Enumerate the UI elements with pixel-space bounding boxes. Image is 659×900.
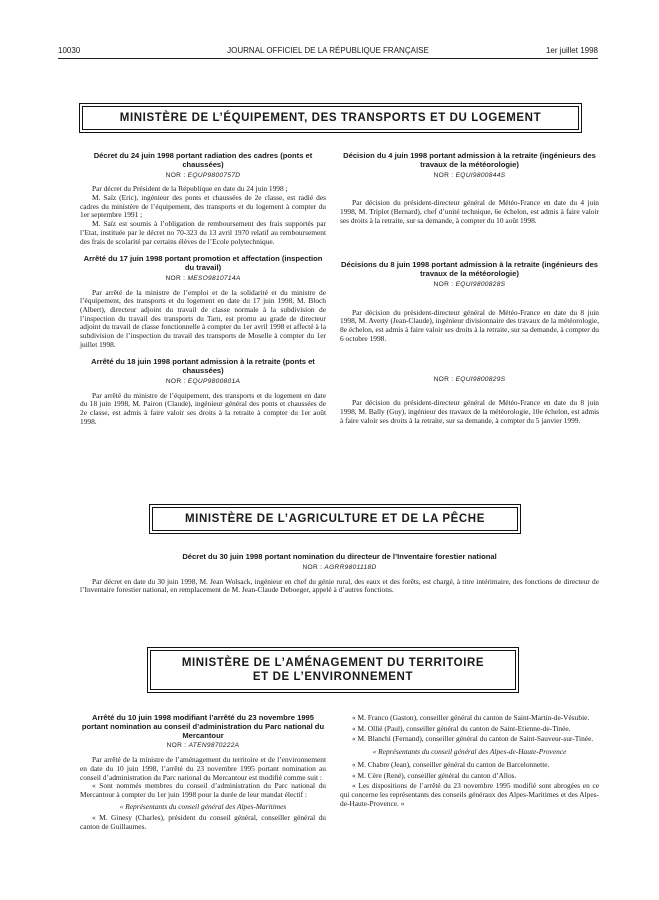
article-paragraph: « Sont nommés membres du conseil d’administration du Parc national du Mercantour à compter du 1er juin 1998 pour la durée de leur mandat électif : (80, 781, 326, 799)
article-paragraph: Par arrêté du ministre de l’équipement, des transports et du logement en date du 18 juin 1998, M. Pairon (Claude), ingénieur général des ponts et chaussées de 2e classe, est admis à faire valoir ses droits à la retraite à compter du 1er août 1998. (80, 390, 326, 426)
article-title: Arrêté du 18 juin 1998 portant admission à la retraite (ponts et chaussées) (91, 357, 315, 376)
article-paragraph: Par décret du Président de la République en date du 24 juin 1998 ; (92, 184, 288, 194)
ministry-title-equipement: MINISTÈRE DE L’ÉQUIPEMENT, DES TRANSPORTS ET DU LOGEMENT (82, 106, 579, 130)
article-paragraph: « Les dispositions de l’arrêté du 23 novembre 1995 modifié sont abrogées en ce qui concerne les représentants des conseils généraux des Alpes-Maritimes et des Alpes-de-Haute-Provence. » (340, 781, 599, 808)
issue-date: 1er juillet 1998 (545, 46, 598, 55)
amenagement-right-column (340, 714, 599, 808)
article-paragraph: Par décret en date du 30 juin 1998, M. Jean Wolsack, ingénieur en chef du génie rural, des eaux et des forêts, est chargé, à titre intérimaire, des fonctions de directeur de l’Inventaire forestier national, en remplacement de M. Jean-Claude Deboeger, appelé à d’autres fonctions. (80, 576, 599, 595)
article-title: Décret du 30 juin 1998 portant nomination du directeur de l’Inventaire forestier national (182, 552, 497, 561)
journal-title: JOURNAL OFFICIEL DE LA RÉPUBLIQUE FRANÇAISE (227, 46, 429, 55)
article-title: Décisions du 8 juin 1998 portant admission à la retraite (ingénieurs des travaux de la météorologie) (341, 260, 598, 279)
nor-reference: NOR : ATEN9870222A (166, 742, 240, 750)
agriculture-article (80, 553, 599, 595)
article-subheading: « Représentants du conseil général des Alpes-de-Haute-Provence (372, 747, 567, 757)
nor-reference: NOR : EQUI9800844S (433, 171, 506, 179)
article-paragraph: M. Saïz (Eric), ingénieur des ponts et chaussées de 2e classe, est radié des cadres du ministère de l’équipement, des transports et du logement à compter du 1er septembre 1991 ; (80, 193, 326, 220)
article-paragraph: Par arrêté de la ministre de l’aménagement du territoire et de l’environnement en date du 10 juin 1998, l’arrêté du 23 novembre 1995 portant nomination au conseil d’administration du Parc national du Mercantour est modifié comme suit : (80, 755, 326, 782)
article-title: Décret du 24 juin 1998 portant radiation des cadres (ponts et chaussées) (93, 151, 313, 169)
nor-reference: NOR : MESO9810714A (165, 274, 241, 282)
equipement-right-column (340, 152, 599, 425)
article-paragraph: Par décision du président-directeur général de Météo-France en date du 8 juin 1998, M. Averty (Jean-Claude), ingénieur divisionnaire des travaux de la météorologie, 8e échelon, est admis à faire valoir ses droits à la retraite, sur sa demande, à compter du 6 octobre 1998. (340, 307, 599, 343)
article-paragraph: M. Saïz est soumis à l’obligation de remboursement des frais supportés par l’Etat, instituée par le décret no 70-323 du 13 avril 1970 relatif au remboursement des frais de scolarité par certains élèves de l’Ecole polytechnique. (80, 219, 326, 246)
equipement-left-column (80, 152, 326, 427)
article-paragraph: « M. Blanchi (Fernand), conseiller général du canton de Saint-Sauveur-sur-Tinée. (352, 734, 594, 744)
nor-reference: NOR : EQUP9800757D (165, 171, 241, 179)
header-rule (58, 58, 598, 59)
nor-reference: NOR : EQUP9800801A (165, 378, 241, 386)
nor-reference: NOR : EQUI9800828S (433, 281, 506, 288)
article-paragraph: « M. Ginesy (Charles), président du conseil général, conseiller général du canton de Guillaumes. (80, 813, 326, 832)
ministry-title-agriculture: MINISTÈRE DE L’AGRICULTURE ET DE LA PÊCHE (152, 507, 518, 531)
nor-reference: NOR : AGRR9801118D (302, 563, 377, 571)
article-paragraph: « M. Cère (René), conseiller général du canton d’Allos. (352, 770, 517, 780)
article-subheading: « Représentants du conseil général des Alpes-Maritimes (119, 801, 287, 811)
page-number: 10030 (58, 46, 81, 55)
ministry-title-amenagement: MINISTÈRE DE L’AMÉNAGEMENT DU TERRITOIRE ET DE L’ENVIRONNEMENT (150, 650, 516, 690)
article-paragraph: « M. Chabre (Jean), conseiller général du canton de Barcelonnette. (352, 759, 550, 769)
article-paragraph: Par arrêté de la ministre de l’emploi et de la solidarité et du ministre de l’équipement, des transports et du logement en date du 17 juin 1998, M. Bloch (Albert), directeur adjoint du travail de classe normale à la subdivision de l’inspection du travail des transports du Tarn, est promu au grade de directeur adjoint du travail de classe fonctionnelle à compter du 1er avril 1998 et affecté à la subdivision de l’inspection du travail des transports de Moselle à compter du 1er juillet 1998. (80, 287, 326, 349)
article-paragraph: Par décision du président-directeur général de Météo-France en date du 8 juin 1998, M. Bally (Guy), ingénieur des travaux de la météorologie, 10e échelon, est admis à faire valoir ses droits à la retraite, sur sa demande, à compter du 5 janvier 1999. (340, 398, 600, 425)
article-title: Arrêté du 10 juin 1998 modifiant l’arrêté du 23 novembre 1995 portant nomination au conseil d’administration du Parc national du Mercantour (81, 713, 325, 740)
article-paragraph: Par décision du président-directeur général de Météo-France en date du 4 juin 1998, M. Triplet (Bernard), chef d’unité technique, 6e échelon, est admis à faire valoir ses droits à la retraite, sur sa demande, à compter du 10 août 1998. (340, 198, 599, 225)
article-paragraph: « M. Franco (Gaston), conseiller général du canton de Saint-Martin-de-Vésubie. (352, 713, 590, 722)
article-paragraph: « M. Ollié (Paul), conseiller général du canton de Saint-Etienne-de-Tinée. (352, 723, 571, 733)
article-title: Décision du 4 juin 1998 portant admission à la retraite (ingénieurs des travaux de la météorologie) (343, 151, 596, 169)
nor-reference: NOR : EQUI9800829S (433, 375, 506, 383)
article-title: Arrêté du 17 juin 1998 portant promotion et affectation (inspection du travail) (83, 254, 323, 273)
amenagement-left-column (80, 714, 326, 832)
